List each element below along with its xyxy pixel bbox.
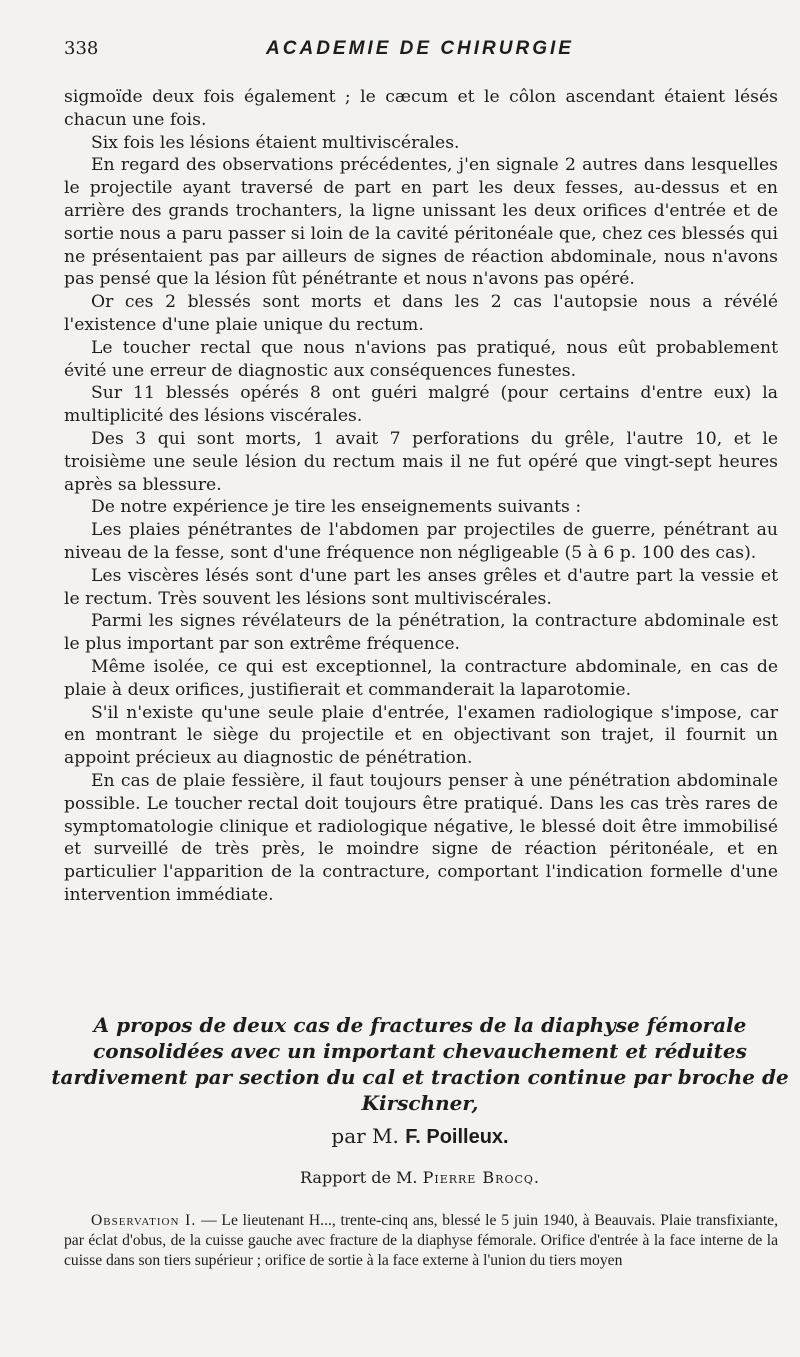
paragraph: En cas de plaie fessière, il faut toujours penser à une pénétration abdominale possible. Le toucher rectal doit toujours être pratiqué. Dans les cas très rares de symptomatologie clinique et radiologique négative, le blessé doit être immobilisé et surveillé de très près, le moindre signe de réaction péritonéale, et en particulier l'apparition de la contracture, comportant l'indication formelle d'une intervention immédiate. xyxy=(64,770,778,905)
paragraph: Six fois les lésions étaient multiviscérales. xyxy=(91,132,460,153)
byline xyxy=(50,1124,790,1149)
body-text xyxy=(64,86,778,907)
byline-prefix: par M. xyxy=(331,1124,399,1148)
report-prefix: Rapport de M. xyxy=(300,1168,418,1187)
page-header xyxy=(64,38,776,68)
paragraph: De notre expérience je tire les enseignements suivants : xyxy=(91,497,582,518)
paragraph: S'il n'existe qu'une seule plaie d'entrée, l'examen radiologique s'impose, car en montrant le siège du projectile et en objectivant son trajet, il fournit un appoint précieux au diagnostic de pénétration. xyxy=(64,702,778,769)
report-line xyxy=(50,1168,790,1187)
paragraph: Parmi les signes révélateurs de la pénétration, la contracture abdominale est le plus important par son extrême fréquence. xyxy=(64,611,778,655)
observation-label: Observation I. xyxy=(91,1212,197,1229)
paragraph: En regard des observations précédentes, j'en signale 2 autres dans lesquelles le projectile ayant traversé de part en part les deux fesses, au-dessus et en arrière des grands trochanters, la ligne unissant les deux orifices d'entrée et de sortie nous a paru passer si loin de la cavité péritonéale que, chez ces blessés qui ne présentaient pas par ailleurs de signes de réaction abdominale, nous n'avons pas pensé que la lésion fût pénétrante et nous n'avons pas opéré. xyxy=(64,155,778,290)
running-title: ACADEMIE DE CHIRURGIE xyxy=(266,38,574,59)
paragraph: sigmoïde deux fois également ; le cæcum et le côlon ascendant étaient lésés chacun une fois. xyxy=(64,87,778,130)
reporter-name: Pierre Brocq. xyxy=(422,1168,540,1187)
paragraph: Des 3 qui sont morts, 1 avait 7 perforations du grêle, l'autre 10, et le troisième une seule lésion du rectum mais il ne fut opéré que vingt-sept heures après sa blessure. xyxy=(64,428,778,495)
page-number: 338 xyxy=(64,38,99,59)
paragraph: Les plaies pénétrantes de l'abdomen par projectiles de guerre, pénétrant au niveau de la fesse, sont d'une fréquence non négligeable (5 à 6 p. 100 des cas). xyxy=(64,520,778,563)
paragraph: Les viscères lésés sont d'une part les anses grêles et d'autre part la vessie et le rectum. Très souvent les lésions sont multiviscérales. xyxy=(64,565,778,609)
paragraph: Le toucher rectal que nous n'avions pas pratiqué, nous eût probablement évité une erreur de diagnostic aux conséquences funestes. xyxy=(64,337,778,381)
article-title: A propos de deux cas de fractures de la diaphyse fémorale consolidées avec un important chevauchement et réduites tardivement par section du cal et traction continue par broche de Kirschner, xyxy=(51,1013,789,1115)
observation-body: — Le lieutenant H..., trente-cinq ans, blessé le 5 juin 1940, à Beauvais. Plaie transfixiante, par éclat d'obus, de la cuisse gauche avec fracture de la diaphyse fémorale. Orifice d'entrée à la face interne de la cuisse dans son tiers supérieur ; orifice de sortie à la face externe à l'union du tiers moyen xyxy=(64,1212,778,1269)
observation-text xyxy=(64,1211,778,1271)
author-name: F. Poilleux. xyxy=(405,1126,509,1148)
paragraph: Même isolée, ce qui est exceptionnel, la contracture abdominale, en cas de plaie à deux orifices, justifierait et commanderait la laparotomie. xyxy=(64,656,778,700)
paragraph: Sur 11 blessés opérés 8 ont guéri malgré (pour certains d'entre eux) la multiplicité des lésions viscérales. xyxy=(64,383,778,427)
paragraph: Or ces 2 blessés sont morts et dans les 2 cas l'autopsie nous a révélé l'existence d'une plaie unique du rectum. xyxy=(64,292,778,335)
